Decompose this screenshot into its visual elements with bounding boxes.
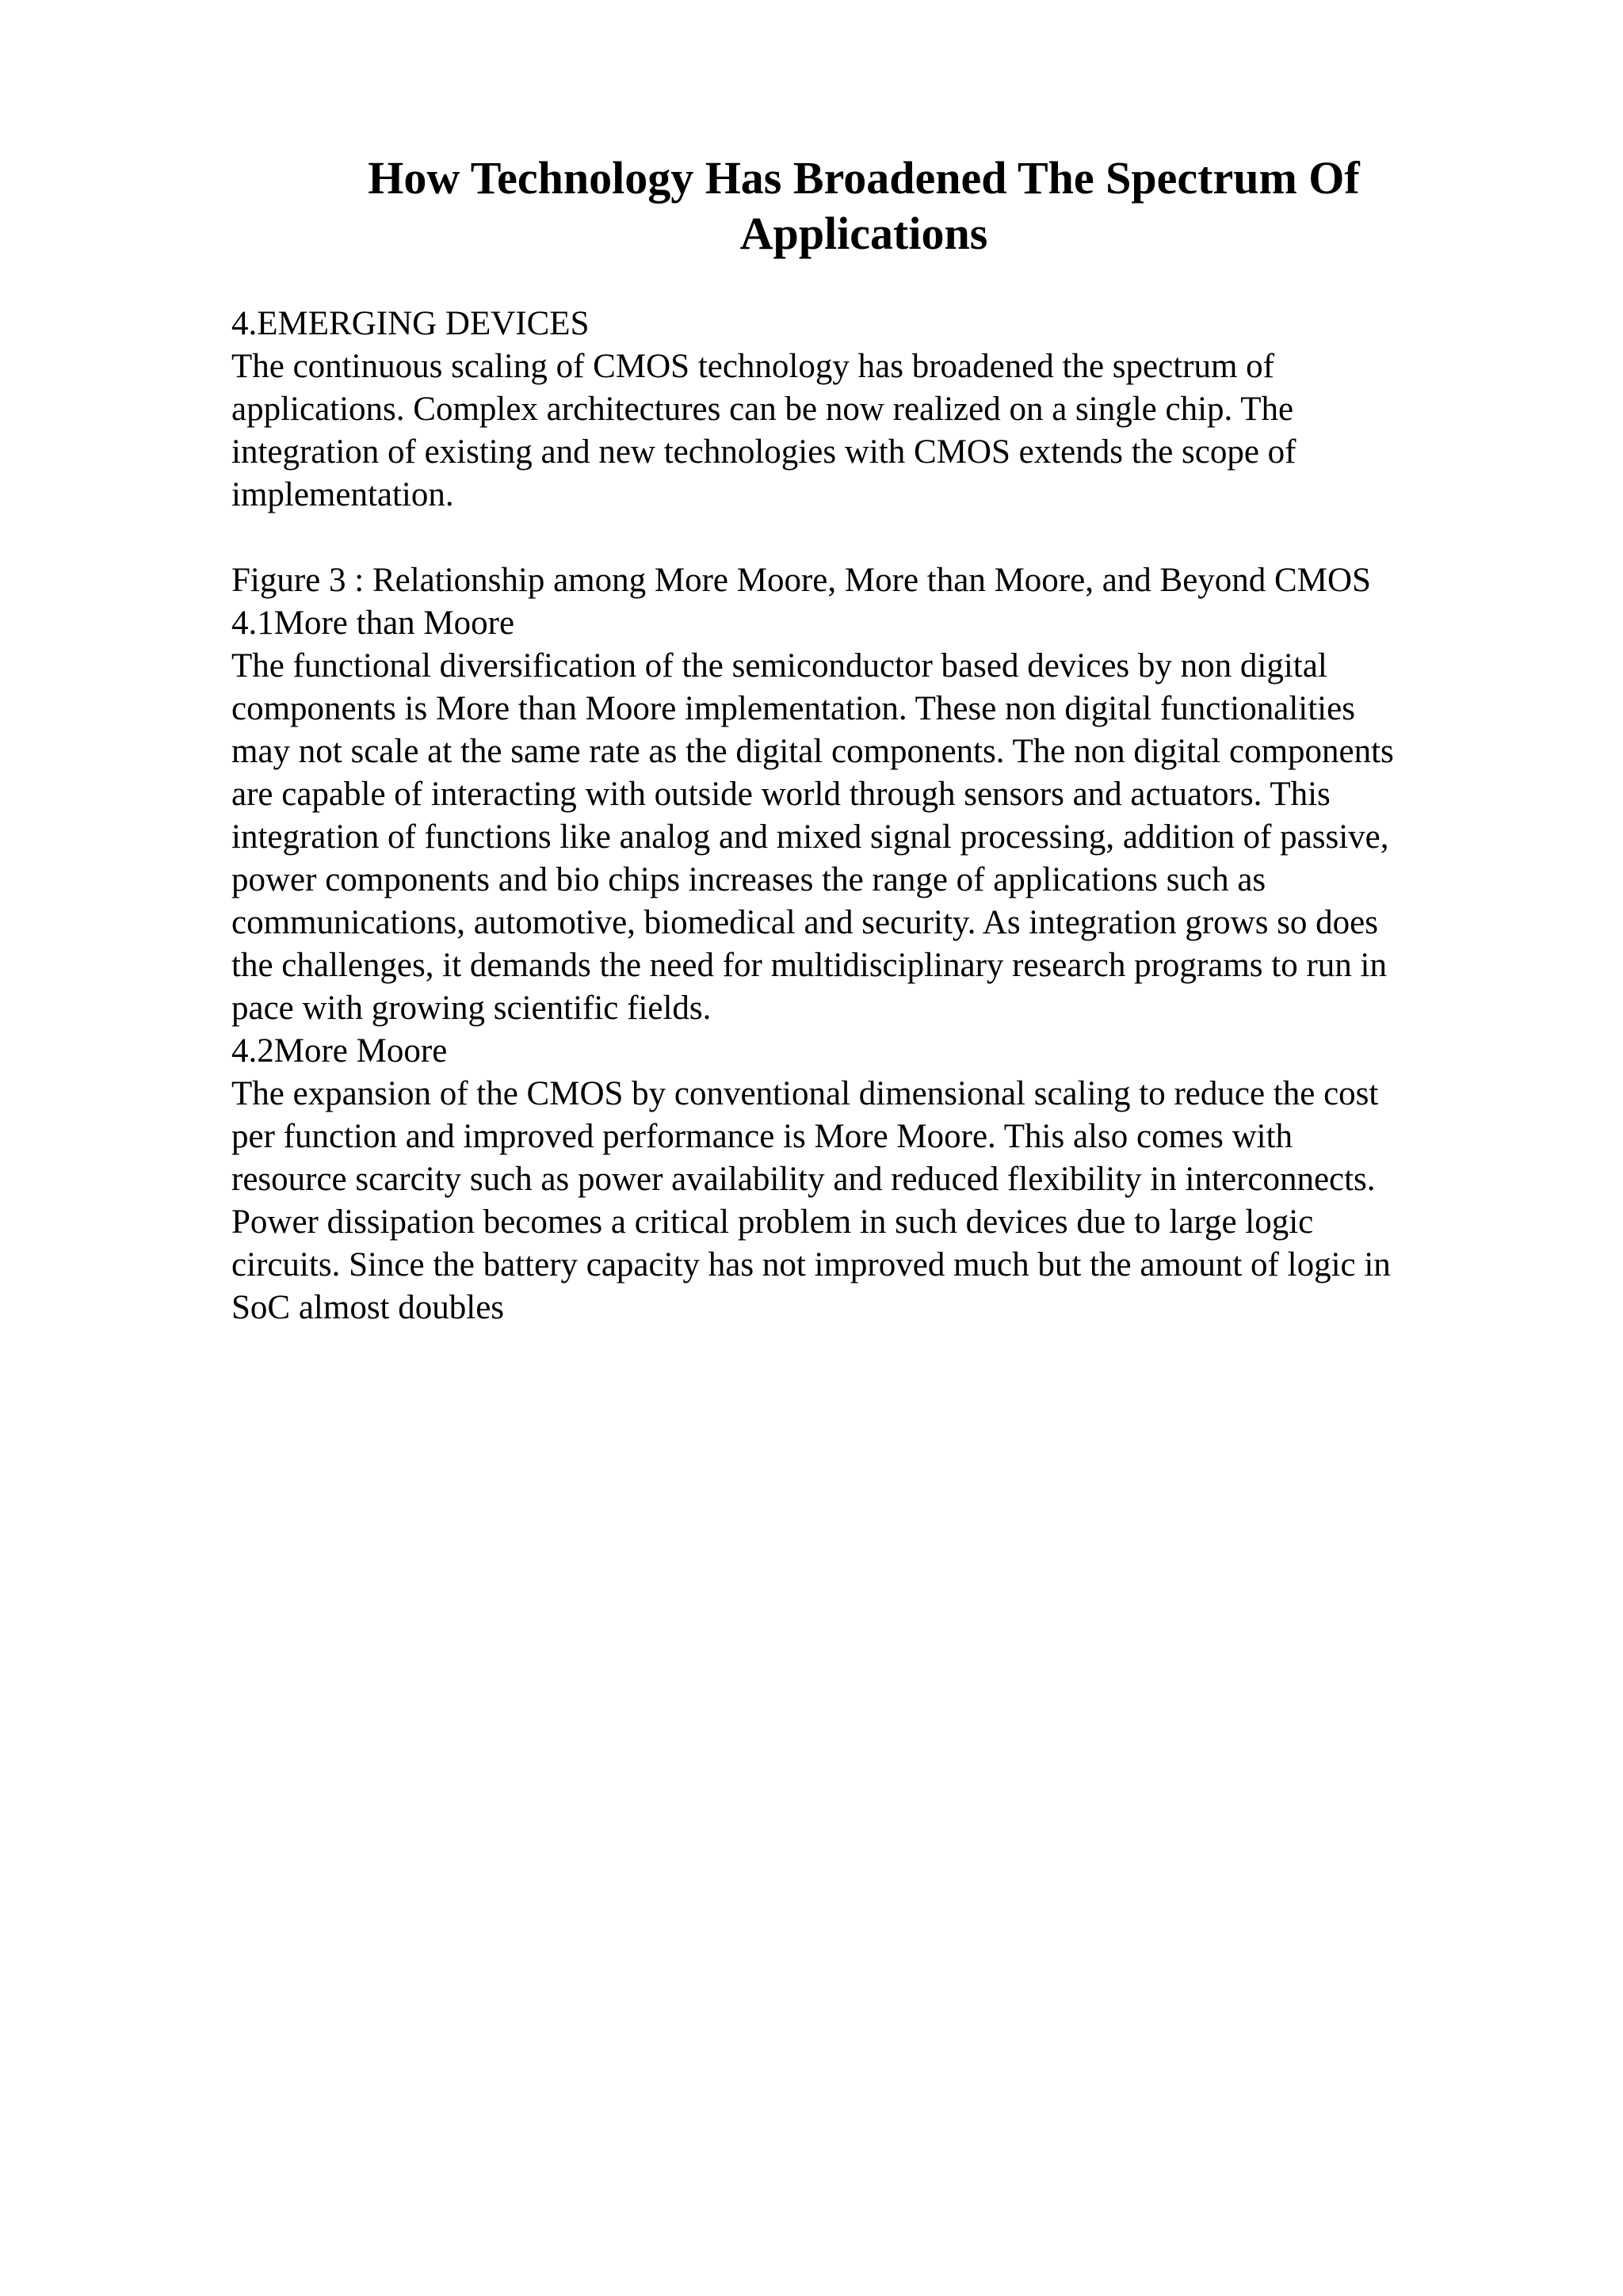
intro-line: integration of existing and new technologies with CMOS extends the scope of (231, 433, 1296, 471)
paragraph-line: The functional diversification of the semiconductor based devices by non digital (231, 647, 1327, 685)
paragraph-line: per function and improved performance is More Moore. This also comes with (231, 1118, 1293, 1155)
paragraph-line: the challenges, it demands the need for multidisciplinary research programs to run in (231, 947, 1387, 984)
document-body (231, 303, 1515, 1329)
more-moore-paragraph (231, 1073, 1515, 1329)
paragraph-line: components is More than Moore implementation. These non digital functionalities (231, 690, 1355, 727)
subsection-heading-more-moore: 4.2More Moore (231, 1032, 448, 1070)
more-than-moore-paragraph (231, 645, 1515, 1030)
page-title-line: Applications (739, 208, 988, 259)
paragraph-line: may not scale at the same rate as the digital components. The non digital components (231, 733, 1394, 770)
subsection-heading-more-than-moore: 4.1More than Moore (231, 605, 515, 642)
paragraph-gap (231, 517, 1515, 559)
paragraph-line: pace with growing scientific fields. (231, 990, 712, 1027)
paragraph-line: resource scarcity such as power availability and reduced flexibility in interconnects. (231, 1161, 1376, 1198)
paragraph-line: SoC almost doubles (231, 1289, 505, 1326)
intro-line: implementation. (231, 476, 454, 513)
paragraph-line: communications, automotive, biomedical and security. As integration grows so does (231, 904, 1378, 941)
intro-paragraph (231, 345, 1515, 517)
paragraph-line: are capable of interacting with outside world through sensors and actuators. This (231, 776, 1331, 813)
paragraph-line: The expansion of the CMOS by conventional dimensional scaling to reduce the cost (231, 1075, 1379, 1112)
paragraph-line: power components and bio chips increases the range of applications such as (231, 861, 1266, 898)
section-heading: 4.EMERGING DEVICES (231, 305, 590, 342)
intro-line: applications. Complex architectures can be now realized on a single chip. The (231, 391, 1294, 428)
figure-caption: Figure 3 : Relationship among More Moore, More than Moore, and Beyond CMOS (231, 562, 1371, 599)
page-title-line: How Technology Has Broadened The Spectrum Of (368, 152, 1360, 204)
intro-line: The continuous scaling of CMOS technology has broadened the spectrum of (231, 348, 1274, 385)
paragraph-line: circuits. Since the battery capacity has not improved much but the amount of logic in (231, 1246, 1391, 1283)
paragraph-line: integration of functions like analog and mixed signal processing, addition of passive, (231, 818, 1389, 856)
paragraph-line: Power dissipation becomes a critical problem in such devices due to large logic (231, 1203, 1314, 1241)
page-title (230, 151, 1498, 261)
